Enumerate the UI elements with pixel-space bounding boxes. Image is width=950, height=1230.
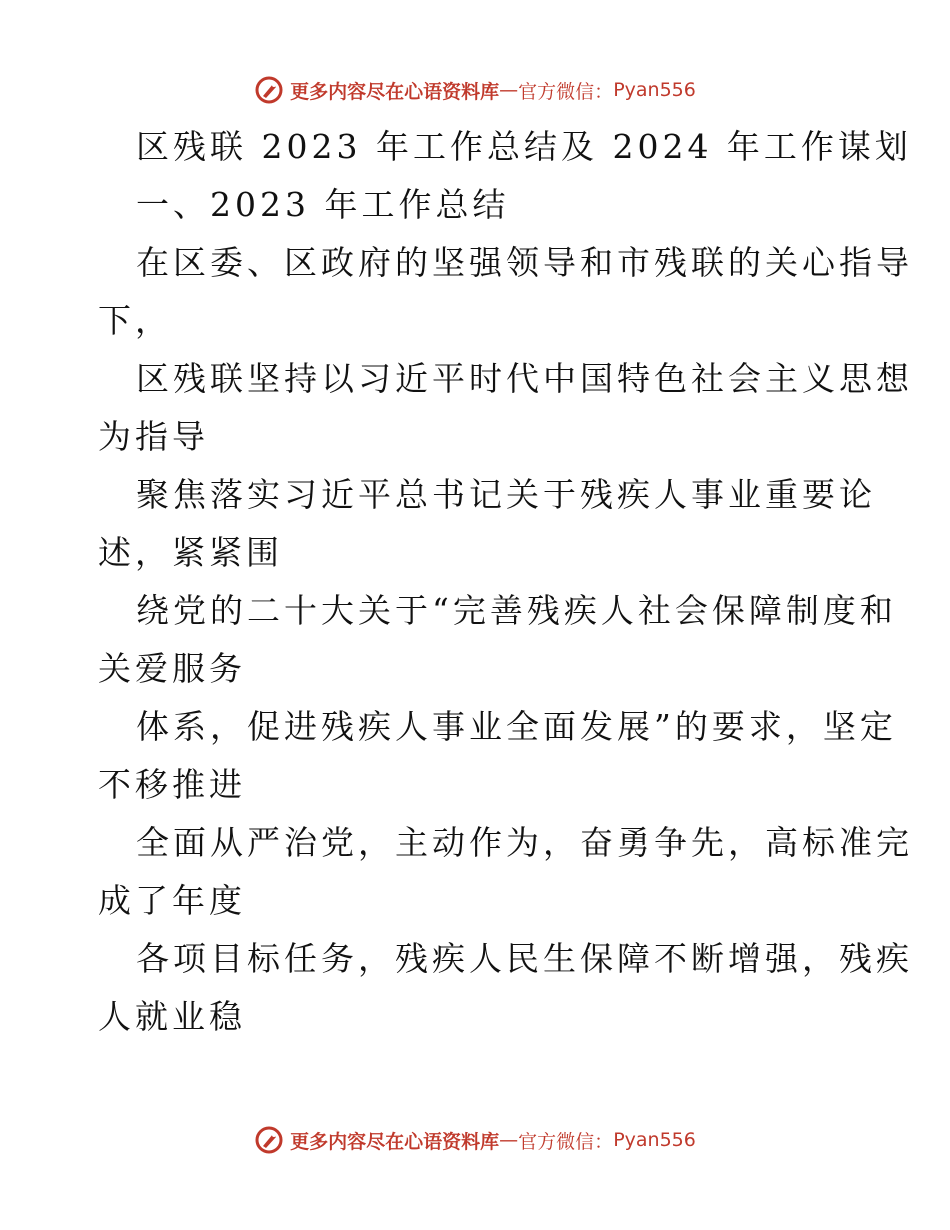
paragraph-line-continuation: 为指导 [98, 417, 209, 456]
paragraph-line-continuation: 不移推进 [98, 765, 246, 804]
banner-separator: — [499, 79, 519, 101]
paragraph-line: 体系，促进残疾人事业全面发展”的要求，坚定 [136, 707, 897, 746]
watermark-banner-bottom [0, 1120, 950, 1160]
watermark-banner-top [0, 70, 950, 110]
paragraph-line: 各项目标任务，残疾人民生保障不断增强，残疾 [136, 939, 913, 978]
paragraph-line: 在区委、区政府的坚强领导和市残联的关心指导 [136, 243, 913, 282]
paragraph-line-continuation: 成了年度 [98, 881, 246, 920]
banner-wechat-id: Pyan556 [613, 1129, 696, 1151]
paragraph-line: 绕党的二十大关于“完善残疾人社会保障制度和 [136, 591, 897, 630]
banner-promo-text: 更多内容尽在心语资料库 [290, 1130, 500, 1153]
banner-wechat-label: 官方微信： [518, 1130, 614, 1153]
paragraph-line: 全面从严治党，主动作为，奋勇争先，高标准完 [136, 823, 913, 862]
paragraph-line-continuation: 人就业稳 [98, 997, 246, 1036]
banner-wechat-id: Pyan556 [613, 79, 696, 101]
pen-nib-logo-icon [254, 75, 284, 105]
document-body [98, 118, 913, 1046]
paragraph-line-continuation: 述，紧紧围 [98, 533, 283, 572]
banner-separator: — [499, 1129, 519, 1151]
document-title: 区残联 2023 年工作总结及 2024 年工作谋划 [136, 127, 912, 166]
paragraph-line-continuation: 下， [98, 301, 172, 340]
pen-nib-logo-icon [254, 1125, 284, 1155]
paragraph-line: 区残联坚持以习近平时代中国特色社会主义思想 [136, 359, 913, 398]
banner-wechat-label: 官方微信： [518, 80, 614, 103]
banner-promo-text: 更多内容尽在心语资料库 [290, 80, 500, 103]
section-heading: 一、2023 年工作总结 [136, 185, 510, 224]
paragraph-line-continuation: 关爱服务 [98, 649, 246, 688]
paragraph-line: 聚焦落实习近平总书记关于残疾人事业重要论 [136, 475, 876, 514]
